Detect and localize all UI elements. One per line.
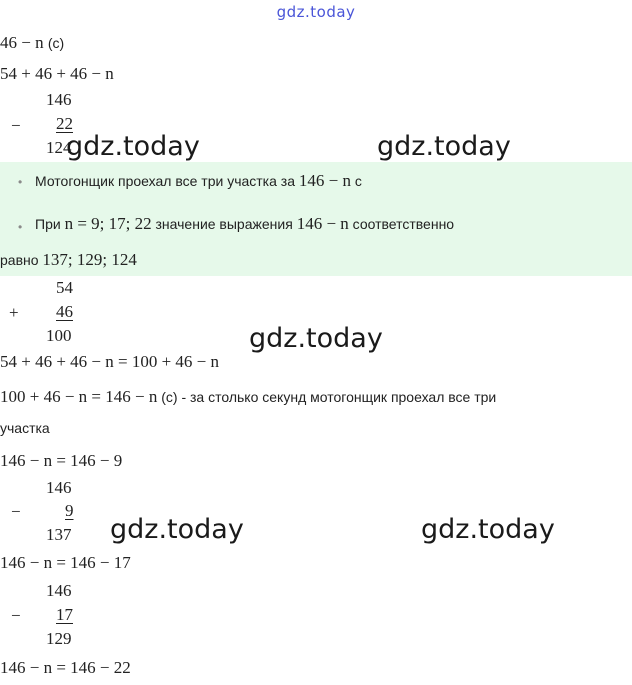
answer-line-3	[0, 250, 137, 270]
calc1-top: 146	[46, 90, 72, 109]
watermark: gdz.today	[377, 131, 511, 162]
watermark: gdz.today	[421, 514, 555, 545]
watermark: gdz.today	[66, 131, 200, 162]
answer-line-2	[35, 214, 454, 234]
answer-expression: 146 − n	[296, 214, 349, 233]
calc1-result: 124	[46, 138, 72, 157]
expression-line-7: 146 − n = 146 − 22	[0, 658, 131, 677]
calc4-top: 146	[46, 581, 72, 600]
answer-values: 137; 129; 124	[42, 250, 137, 269]
answer-text: равно	[0, 252, 39, 268]
calc2-top: 54	[56, 278, 73, 297]
explanation-text: (с) - за столько секунд мотогонщик проехал все три	[161, 389, 497, 405]
watermark: gdz.today	[110, 514, 244, 545]
answer-text: значение выражения	[155, 216, 293, 232]
answer-expression: n = 9; 17; 22	[64, 214, 152, 233]
calc4-subtrahend: 17	[56, 605, 73, 624]
site-logo[interactable]: gdz.today	[276, 3, 356, 21]
expression-line-3: 54 + 46 + 46 − n = 100 + 46 − n	[0, 352, 220, 371]
expression-line-2: 54 + 46 + 46 − n	[0, 64, 114, 83]
calc3-subtrahend: 9	[65, 501, 74, 520]
calc2-result: 100	[46, 326, 72, 345]
watermark: gdz.today	[249, 323, 383, 354]
bullet-icon: •	[18, 220, 23, 234]
calc2-operator: +	[9, 303, 19, 322]
expression-line-1	[0, 33, 64, 53]
answer-line-1	[35, 171, 362, 191]
calc3-result: 137	[46, 525, 72, 544]
calc4-operator: −	[11, 606, 21, 625]
calc1-subtrahend: 22	[56, 114, 73, 133]
calc1-operator: −	[11, 116, 21, 135]
answer-text: При	[35, 216, 61, 232]
calc2-addend: 46	[56, 302, 73, 321]
calc4-result: 129	[46, 629, 72, 648]
expression-line-6: 146 − n = 146 − 17	[0, 553, 131, 572]
unit-label: (с)	[47, 35, 65, 51]
answer-text: соответственно	[352, 216, 455, 232]
expression-line-5: 146 − n = 146 − 9	[0, 451, 123, 470]
calc3-top: 146	[46, 478, 72, 497]
expression: 100 + 46 − n = 146 − n	[0, 387, 158, 406]
bullet-icon: •	[18, 175, 23, 189]
expression-line-4	[0, 387, 496, 407]
explanation-continuation: участка	[0, 420, 50, 436]
answer-unit: с	[354, 173, 362, 189]
answer-text: Мотогонщик проехал все три участка за	[35, 173, 295, 189]
calc3-operator: −	[11, 502, 21, 521]
answer-expression: 146 − n	[298, 171, 351, 190]
expression: 46 − n	[0, 33, 44, 52]
